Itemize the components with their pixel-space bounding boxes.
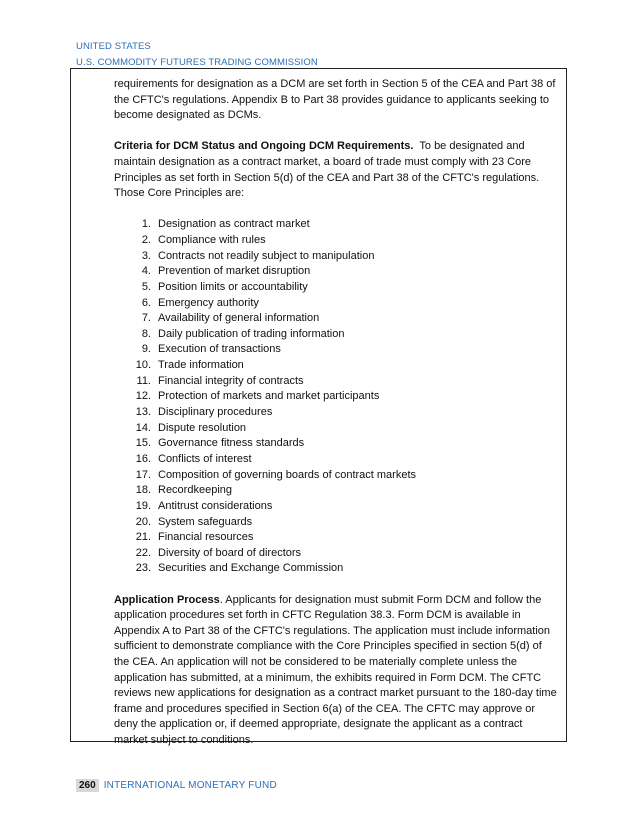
principle-item (114, 327, 558, 343)
principle-item (114, 421, 558, 437)
principle-number: 9. (141, 343, 151, 356)
principle-item (114, 264, 558, 280)
principle-text: Daily publication of trading information (158, 327, 345, 340)
principle-item (114, 311, 558, 327)
principle-number: 3. (141, 249, 151, 262)
page-number: 260 (76, 779, 99, 792)
principle-text: Diversity of board of directors (158, 546, 302, 559)
principle-text: Financial integrity of contracts (158, 374, 304, 387)
principle-number: 1. (141, 218, 151, 231)
principle-text: Dispute resolution (158, 421, 247, 434)
header-agency: U.S. COMMODITY FUTURES TRADING COMMISSION (76, 57, 318, 68)
principle-text: Securities and Exchange Commission (158, 562, 344, 575)
principle-text: Availability of general information (158, 312, 320, 325)
principle-number: 23. (135, 562, 151, 575)
principle-number: 11. (136, 374, 151, 387)
principle-item (114, 468, 558, 484)
principle-item (114, 233, 558, 249)
principle-number: 8. (141, 327, 151, 340)
principle-item (114, 499, 558, 515)
principle-item (114, 249, 558, 265)
principle-item (114, 452, 558, 468)
principle-item (114, 436, 558, 452)
principle-text: Prevention of market disruption (158, 265, 311, 278)
principle-text: Position limits or accountability (158, 280, 308, 293)
principle-item (114, 405, 558, 421)
principle-item (114, 374, 558, 390)
application-text: . Applicants for designation must submit Form DCM and follow the application procedures set forth in CFTC Regulation 38.3. Form DCM is available in Appendix A to Part 38 of the CFTC's regulations. The application must include information sufficient to demonstrate compliance with the Core Principles specified in section 5(d) of the CEA. An application will not be considered to be materially complete unless the application has submitted, at a minimum, the exhibits required in Form DCM. The CFTC reviews new applications for designation as a contract market pursuant to the 180-day time frame and procedures specified in Section 6(a) of the CEA. The CFTC may approve or deny the application or, if deemed appropriate, designate the applicant as a contract market subject to conditions. (114, 593, 557, 747)
principle-text: Conflicts of interest (158, 452, 252, 465)
principle-number: 20. (135, 515, 151, 528)
principle-text: Contracts not readily subject to manipulation (158, 249, 375, 262)
intro-paragraph: requirements for designation as a DCM are set forth in Section 5 of the CEA and Part 38 of the CFTC's regulations. Appendix B to Part 38 provides guidance to applicants seeking to become designated as DCMs. (114, 78, 556, 122)
page-footer (76, 779, 277, 792)
principle-number: 15. (135, 437, 151, 450)
principle-number: 4. (141, 265, 151, 278)
principle-item (114, 530, 558, 546)
principle-number: 7. (141, 312, 151, 325)
principle-number: 2. (141, 233, 151, 246)
principle-number: 17. (135, 468, 151, 481)
principle-text: Disciplinary procedures (158, 406, 273, 419)
principle-item (114, 296, 558, 312)
header-country: UNITED STATES (76, 41, 151, 52)
principle-number: 16. (135, 452, 151, 465)
principle-text: Emergency authority (158, 296, 259, 309)
principle-text: Designation as contract market (158, 218, 310, 231)
principle-item (114, 389, 558, 405)
principle-number: 12. (135, 390, 151, 403)
principle-text: Financial resources (158, 531, 254, 544)
principle-item (114, 342, 558, 358)
principle-number: 14. (135, 421, 151, 434)
principle-text: System safeguards (158, 515, 253, 528)
principle-item (114, 515, 558, 531)
application-heading: Application Process (114, 593, 220, 606)
principle-number: 13. (135, 406, 151, 419)
principle-number: 18. (135, 484, 151, 497)
principle-number: 19. (135, 499, 151, 512)
principle-text: Antitrust considerations (158, 499, 273, 512)
principle-number: 5. (141, 280, 151, 293)
principle-number: 21. (135, 531, 151, 544)
footer-publisher: INTERNATIONAL MONETARY FUND (103, 780, 277, 791)
principle-item (114, 546, 558, 562)
principle-number: 10. (135, 359, 151, 372)
principle-text: Trade information (158, 359, 244, 372)
principle-text: Protection of markets and market participants (158, 390, 380, 403)
application-paragraph (114, 593, 558, 749)
principle-item (114, 280, 558, 296)
principle-number: 6. (141, 296, 151, 309)
principle-item (114, 561, 558, 577)
core-principles-list (114, 217, 558, 577)
principle-text: Composition of governing boards of contract markets (158, 468, 417, 481)
criteria-paragraph (114, 139, 558, 201)
principle-number: 22. (135, 546, 151, 559)
principle-text: Governance fitness standards (158, 437, 305, 450)
principle-item (114, 358, 558, 374)
principle-item (114, 217, 558, 233)
criteria-heading: Criteria for DCM Status and Ongoing DCM Requirements. (114, 140, 414, 153)
content-body (114, 77, 558, 749)
principle-text: Compliance with rules (158, 233, 266, 246)
principle-text: Recordkeeping (158, 484, 232, 497)
principle-text: Execution of transactions (158, 343, 281, 356)
criteria-text: To be designated and maintain designation as a contract market, a board of trade must comply with 23 Core Principles as set forth in Section 5(d) of the CEA and Part 38 of the CFTC's regulations. Those Core Principles are: (114, 140, 540, 200)
principle-item (114, 483, 558, 499)
